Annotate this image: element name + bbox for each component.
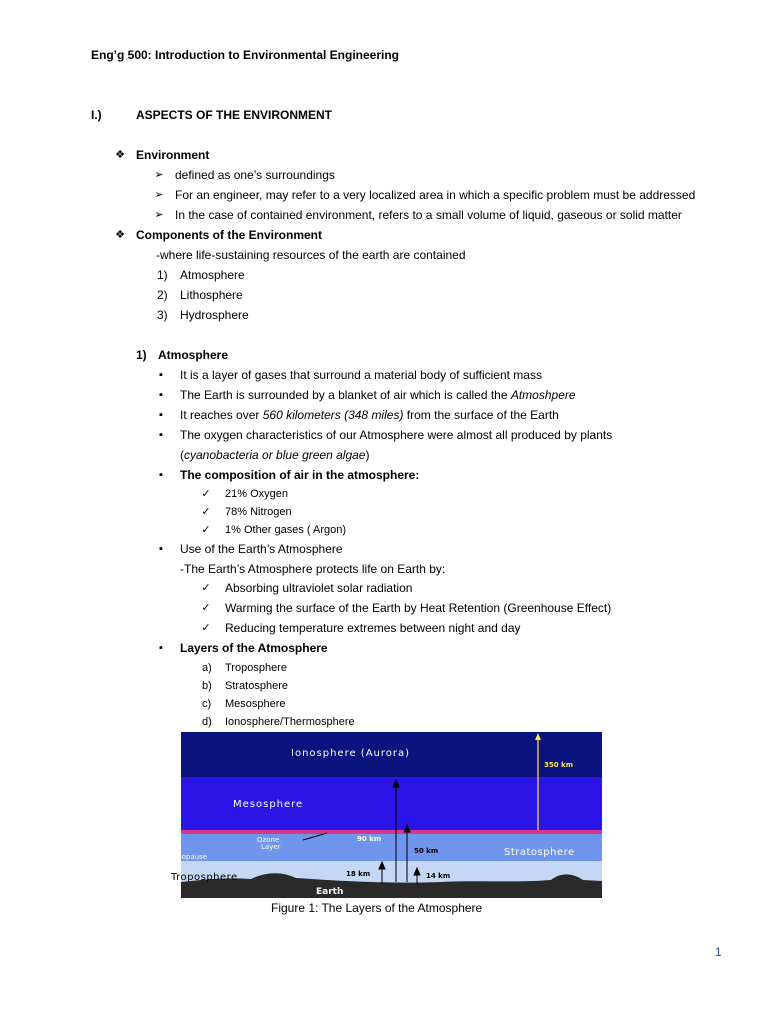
atmosphere-fact: The oxygen characteristics of our Atmosphere were almost all produced by plants bbox=[180, 428, 613, 442]
arrow-bullet-icon: ➢ bbox=[154, 189, 164, 201]
page-number: 1 bbox=[715, 945, 722, 959]
atmosphere-heading: Atmosphere bbox=[158, 348, 229, 362]
component-number: 1) bbox=[157, 268, 168, 282]
composition-item: 21% Oxygen bbox=[225, 488, 288, 500]
label-90km: 90 km bbox=[357, 835, 382, 843]
label-50km: 50 km bbox=[414, 847, 439, 855]
label-350km: 350 km bbox=[544, 761, 573, 769]
layer-letter: b) bbox=[202, 680, 212, 692]
label-troposphere: Troposphere bbox=[171, 872, 238, 883]
composition-heading: The composition of air in the atmosphere: bbox=[180, 468, 420, 482]
layer-name: Ionosphere/Thermosphere bbox=[225, 716, 355, 728]
layer-letter: d) bbox=[202, 716, 212, 728]
atmosphere-fact bbox=[180, 388, 576, 402]
use-intro: -The Earth’s Atmosphere protects life on Earth by: bbox=[180, 562, 446, 576]
use-heading: Use of the Earth’s Atmosphere bbox=[180, 542, 343, 556]
use-item: Warming the surface of the Earth by Heat Retention (Greenhouse Effect) bbox=[225, 601, 612, 615]
check-icon: ✓ bbox=[201, 602, 211, 614]
fact-emphasis: 560 kilometers (348 miles) bbox=[262, 408, 404, 422]
label-stratosphere: Stratosphere bbox=[504, 847, 575, 858]
check-icon: ✓ bbox=[201, 506, 211, 518]
check-icon: ✓ bbox=[201, 524, 211, 536]
diamond-bullet-icon: ❖ bbox=[115, 149, 125, 161]
label-tropopause: Tropopause bbox=[167, 853, 208, 861]
environment-point: In the case of contained environment, refers to a small volume of liquid, gaseous or solid matter bbox=[175, 208, 682, 222]
square-bullet-icon: ▪ bbox=[159, 409, 163, 421]
atmosphere-fact-continued bbox=[180, 448, 369, 462]
section-number: I.) bbox=[91, 108, 102, 122]
component-label: Atmosphere bbox=[180, 268, 245, 282]
use-item: Absorbing ultraviolet solar radiation bbox=[225, 581, 413, 595]
label-14km: 14 km bbox=[426, 872, 451, 880]
check-icon: ✓ bbox=[201, 582, 211, 594]
figure-caption: Figure 1: The Layers of the Atmosphere bbox=[271, 901, 483, 915]
atmosphere-fact: It is a layer of gases that surround a material body of sufficient mass bbox=[180, 368, 542, 382]
component-label: Lithosphere bbox=[180, 288, 243, 302]
atmosphere-number: 1) bbox=[136, 348, 147, 362]
square-bullet-icon: ▪ bbox=[159, 642, 163, 654]
use-item: Reducing temperature extremes between night and day bbox=[225, 621, 521, 635]
label-ozone: Ozone bbox=[257, 836, 280, 844]
environment-heading: Environment bbox=[136, 148, 210, 162]
layer-letter: c) bbox=[202, 698, 212, 710]
square-bullet-icon: ▪ bbox=[159, 429, 163, 441]
label-ozone-layer: Layer bbox=[261, 843, 281, 851]
atmosphere-fact bbox=[180, 408, 559, 422]
label-18km: 18 km bbox=[346, 870, 371, 878]
diamond-bullet-icon: ❖ bbox=[115, 229, 125, 241]
label-mesosphere: Mesosphere bbox=[233, 799, 304, 810]
square-bullet-icon: ▪ bbox=[159, 369, 163, 381]
arrow-bullet-icon: ➢ bbox=[154, 209, 164, 221]
layer-letter: a) bbox=[202, 662, 212, 674]
fact-emphasis: Atmoshpere bbox=[510, 388, 576, 402]
ozone-band bbox=[181, 830, 602, 834]
environment-point: defined as one’s surroundings bbox=[175, 168, 335, 182]
components-heading: Components of the Environment bbox=[136, 228, 322, 242]
fact-text: It reaches over bbox=[180, 408, 263, 422]
course-title: Eng’g 500: Introduction to Environmental Engineering bbox=[91, 48, 400, 62]
paren: ) bbox=[365, 448, 370, 462]
layer-name: Troposphere bbox=[225, 662, 287, 674]
section-title: ASPECTS OF THE ENVIRONMENT bbox=[136, 108, 333, 122]
label-ionosphere: Ionosphere (Aurora) bbox=[291, 748, 411, 759]
layers-heading: Layers of the Atmosphere bbox=[180, 641, 328, 655]
layer-name: Stratosphere bbox=[225, 680, 288, 692]
component-number: 2) bbox=[157, 288, 168, 302]
square-bullet-icon: ▪ bbox=[159, 389, 163, 401]
paren: ( bbox=[180, 448, 184, 462]
composition-item: 1% Other gases ( Argon) bbox=[225, 524, 347, 536]
components-description: -where life-sustaining resources of the earth are contained bbox=[156, 248, 466, 262]
square-bullet-icon: ▪ bbox=[159, 543, 163, 555]
fact-text: The Earth is surrounded by a blanket of air which is called the bbox=[180, 388, 511, 402]
label-earth: Earth bbox=[316, 887, 344, 897]
environment-point: For an engineer, may refer to a very localized area in which a specific problem must be addressed bbox=[175, 188, 696, 202]
check-icon: ✓ bbox=[201, 488, 211, 500]
component-label: Hydrosphere bbox=[180, 308, 249, 322]
component-number: 3) bbox=[157, 308, 168, 322]
check-icon: ✓ bbox=[201, 622, 211, 634]
layer-name: Mesosphere bbox=[225, 698, 286, 710]
fact-text: from the surface of the Earth bbox=[403, 408, 559, 422]
composition-item: 78% Nitrogen bbox=[225, 506, 292, 518]
arrow-bullet-icon: ➢ bbox=[154, 169, 164, 181]
square-bullet-icon: ▪ bbox=[159, 469, 163, 481]
fact-emphasis: cyanobacteria or blue green algae bbox=[184, 448, 366, 462]
atmosphere-layers-figure bbox=[167, 732, 602, 898]
